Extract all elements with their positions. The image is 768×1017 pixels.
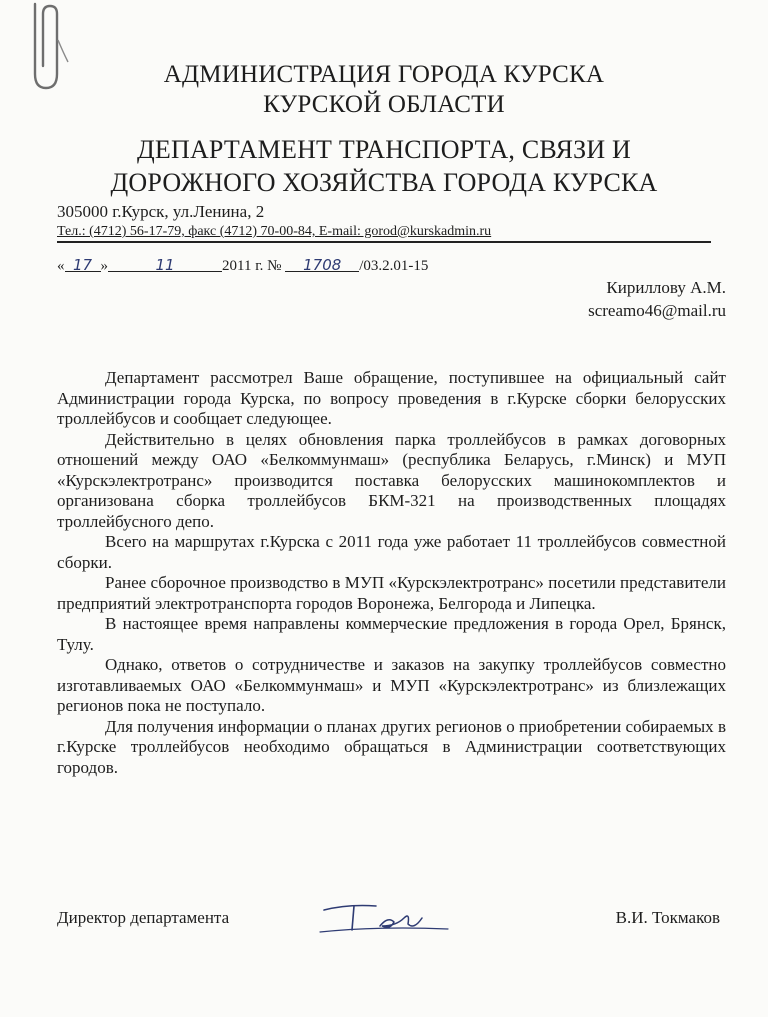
- address-line: 305000 г.Курск, ул.Ленина, 2: [57, 202, 265, 221]
- body-paragraph: Департамент рассмотрел Ваше обращение, поступившее на официальный сайт Администрации города Курска, по вопросу проведения в г.Курске сборки белорусских троллейбусов и сообщает следующее.: [57, 368, 726, 428]
- org-name-line1: АДМИНИСТРАЦИЯ ГОРОДА КУРСКА: [163, 61, 605, 88]
- ref-year: 2011 г. №: [222, 258, 282, 274]
- body-paragraph: Всего на маршрутах г.Курска с 2011 года уже работает 11 троллейбусов совместной сборки.: [57, 532, 726, 572]
- body-paragraph: Ранее сборочное производство в МУП «Курскэлектротранс» посетили представители предприятий электротранспорта городов Воронежа, Белгорода и Липецка.: [57, 573, 726, 613]
- org-name-line2: КУРСКОЙ ОБЛАСТИ: [263, 91, 505, 118]
- contacts-line: Тел.: (4712) 56-17-79, факс (4712) 70-00-84, E-mail: gorod@kurskadmin.ru: [57, 224, 492, 239]
- ref-number: 1708: [303, 256, 342, 274]
- dept-name-line1: ДЕПАРТАМЕНТ ТРАНСПОРТА, СВЯЗИ И: [136, 135, 632, 164]
- letter-body: [57, 368, 726, 778]
- dept-name-line2: ДОРОЖНОГО ХОЗЯЙСТВА ГОРОДА КУРСКА: [110, 168, 658, 197]
- ref-open-quote: «: [57, 258, 65, 274]
- handwritten-signature: [318, 896, 458, 936]
- org-header: [0, 60, 768, 120]
- ref-suffix: /03.2.01-15: [359, 258, 429, 274]
- body-paragraph: Для получения информации о планах других регионов о приобретении собираемых в г.Курске троллейбусов необходимо обращаться в Администрации соответствующих городов.: [57, 716, 726, 777]
- reference-line: [57, 256, 428, 275]
- body-paragraph: Однако, ответов о сотрудничестве и заказов на закупку троллейбусов совместно изготавливаемых ОАО «Белкоммунмаш» и МУП «Курскэлектротранс» из близлежащих регионов пока не поступало.: [57, 655, 726, 715]
- signatory-name: В.И. Токмаков: [615, 908, 720, 927]
- recipient-block: [588, 276, 726, 322]
- dept-header: [0, 133, 768, 199]
- recipient-email: screamo46@mail.ru: [588, 301, 726, 320]
- ref-day: 17: [72, 256, 93, 274]
- ref-month: 11: [155, 256, 175, 274]
- body-paragraph: Действительно в целях обновления парка троллейбусов в рамках договорных отношений между ОАО «Белкоммунмаш» (республика Беларусь, г.Минск) и МУП «Курскэлектротранс» производится поставка белорусских машинокомплектов и организована сборка троллейбусов БКМ-321 на производственных площадях троллейбусного депо.: [57, 429, 726, 531]
- header-divider: [57, 241, 711, 243]
- ref-close-quote: »: [100, 258, 108, 274]
- body-paragraph: В настоящее время направлены коммерческие предложения в города Орел, Брянск, Тулу.: [57, 614, 726, 654]
- recipient-name: Кириллову А.М.: [606, 278, 726, 297]
- signatory-title: Директор департамента: [57, 908, 230, 927]
